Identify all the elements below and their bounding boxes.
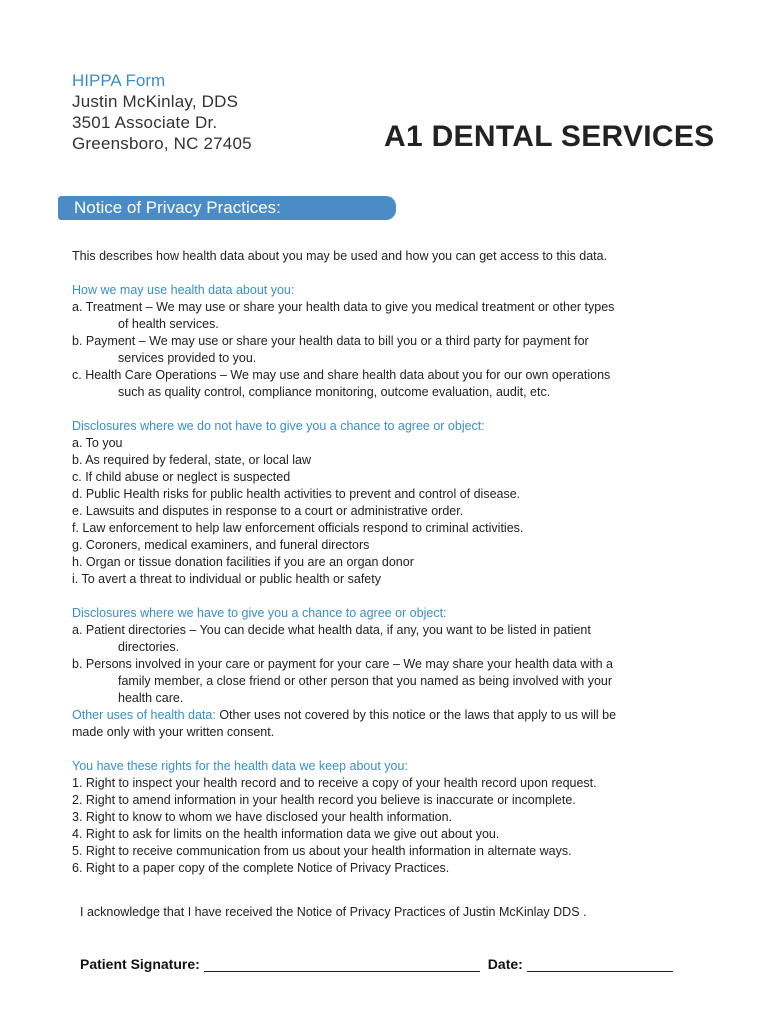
street-address: 3501 Associate Dr.	[72, 113, 218, 132]
intro-text: This describes how health data about you may be used and how you can get access to this data.	[72, 249, 608, 263]
list-item	[72, 656, 662, 707]
list-item: 4. Right to ask for limits on the health information data we give out about you.	[72, 827, 500, 841]
signature-row	[80, 956, 700, 972]
provider-name: Justin McKinlay, DDS	[72, 92, 239, 111]
date-label: Date:	[487, 956, 523, 972]
date-field[interactable]	[527, 957, 673, 972]
other-uses-text-continued: made only with your written consent.	[72, 725, 275, 739]
list-item: c. If child abuse or neglect is suspected	[72, 470, 291, 484]
list-item-text: b. Persons involved in your care or payment for your care – We may share your health data with a	[72, 657, 614, 671]
no-consent-heading: Disclosures where we do not have to give you a chance to agree or object:	[72, 419, 485, 433]
consent-heading: Disclosures where we have to give you a chance to agree or object:	[72, 606, 447, 620]
signature-label: Patient Signature:	[80, 956, 200, 972]
list-item: 2. Right to amend information in your health record you believe is inaccurate or incomplete.	[72, 793, 576, 807]
list-item: i. To avert a threat to individual or public health or safety	[72, 572, 381, 586]
list-item-continuation: services provided to you.	[118, 351, 257, 365]
form-label: HIPPA Form	[72, 71, 166, 90]
uses-section	[72, 282, 662, 401]
list-item: g. Coroners, medical examiners, and funeral directors	[72, 538, 370, 552]
acknowledgement-text: I acknowledge that I have received the Notice of Privacy Practices of Justin McKinlay DDS .	[80, 905, 587, 919]
list-item: 1. Right to inspect your health record and to receive a copy of your health record upon request.	[72, 776, 597, 790]
list-item-continuation: of health services.	[118, 317, 219, 331]
other-uses-text: Other uses not covered by this notice or the laws that apply to us will be	[215, 708, 617, 722]
list-item: h. Organ or tissue donation facilities if you are an organ donor	[72, 555, 414, 569]
list-item: 6. Right to a paper copy of the complete Notice of Privacy Practices.	[72, 861, 450, 875]
list-item: f. Law enforcement to help law enforcement officials respond to criminal activities.	[72, 521, 524, 535]
list-item	[72, 622, 662, 656]
banner-title: Notice of Privacy Practices:	[74, 198, 281, 217]
list-item: 5. Right to receive communication from us about your health information in alternate ways.	[72, 844, 572, 858]
list-item-continuation: such as quality control, compliance monitoring, outcome evaluation, audit, etc.	[118, 385, 551, 399]
list-item: d. Public Health risks for public health activities to prevent and control of disease.	[72, 487, 521, 501]
list-item-text: a. Treatment – We may use or share your health data to give you medical treatment or other types	[72, 300, 615, 314]
list-item	[72, 333, 662, 367]
other-uses-heading: Other uses of health data:	[72, 708, 216, 722]
list-item: b. As required by federal, state, or local law	[72, 453, 312, 467]
header-address-block	[72, 70, 252, 154]
list-item: a. To you	[72, 436, 123, 450]
notice-body	[72, 248, 662, 894]
list-item-continuation: family member, a close friend or other person that you named as being involved with your	[118, 674, 613, 688]
list-item	[72, 367, 662, 401]
other-uses-paragraph	[72, 707, 662, 724]
list-item	[72, 299, 662, 333]
consent-section	[72, 605, 662, 741]
rights-heading: You have these rights for the health data we keep about you:	[72, 759, 408, 773]
uses-heading: How we may use health data about you:	[72, 283, 295, 297]
section-banner	[58, 196, 396, 220]
practice-name: A1 DENTAL SERVICES	[384, 120, 715, 153]
list-item-text: c. Health Care Operations – We may use and share health data about you for our own operations	[72, 368, 611, 382]
list-item: e. Lawsuits and disputes in response to a court or administrative order.	[72, 504, 464, 518]
signature-field[interactable]	[204, 957, 480, 972]
rights-section	[72, 758, 662, 877]
list-item-continuation: health care.	[118, 691, 184, 705]
no-consent-section	[72, 418, 662, 588]
city-state-zip: Greensboro, NC 27405	[72, 134, 252, 153]
list-item: 3. Right to know to whom we have disclosed your health information.	[72, 810, 453, 824]
list-item-text: b. Payment – We may use or share your health data to bill you or a third party for payment for	[72, 334, 589, 348]
list-item-text: a. Patient directories – You can decide what health data, if any, you want to be listed in patient	[72, 623, 591, 637]
list-item-continuation: directories.	[118, 640, 180, 654]
